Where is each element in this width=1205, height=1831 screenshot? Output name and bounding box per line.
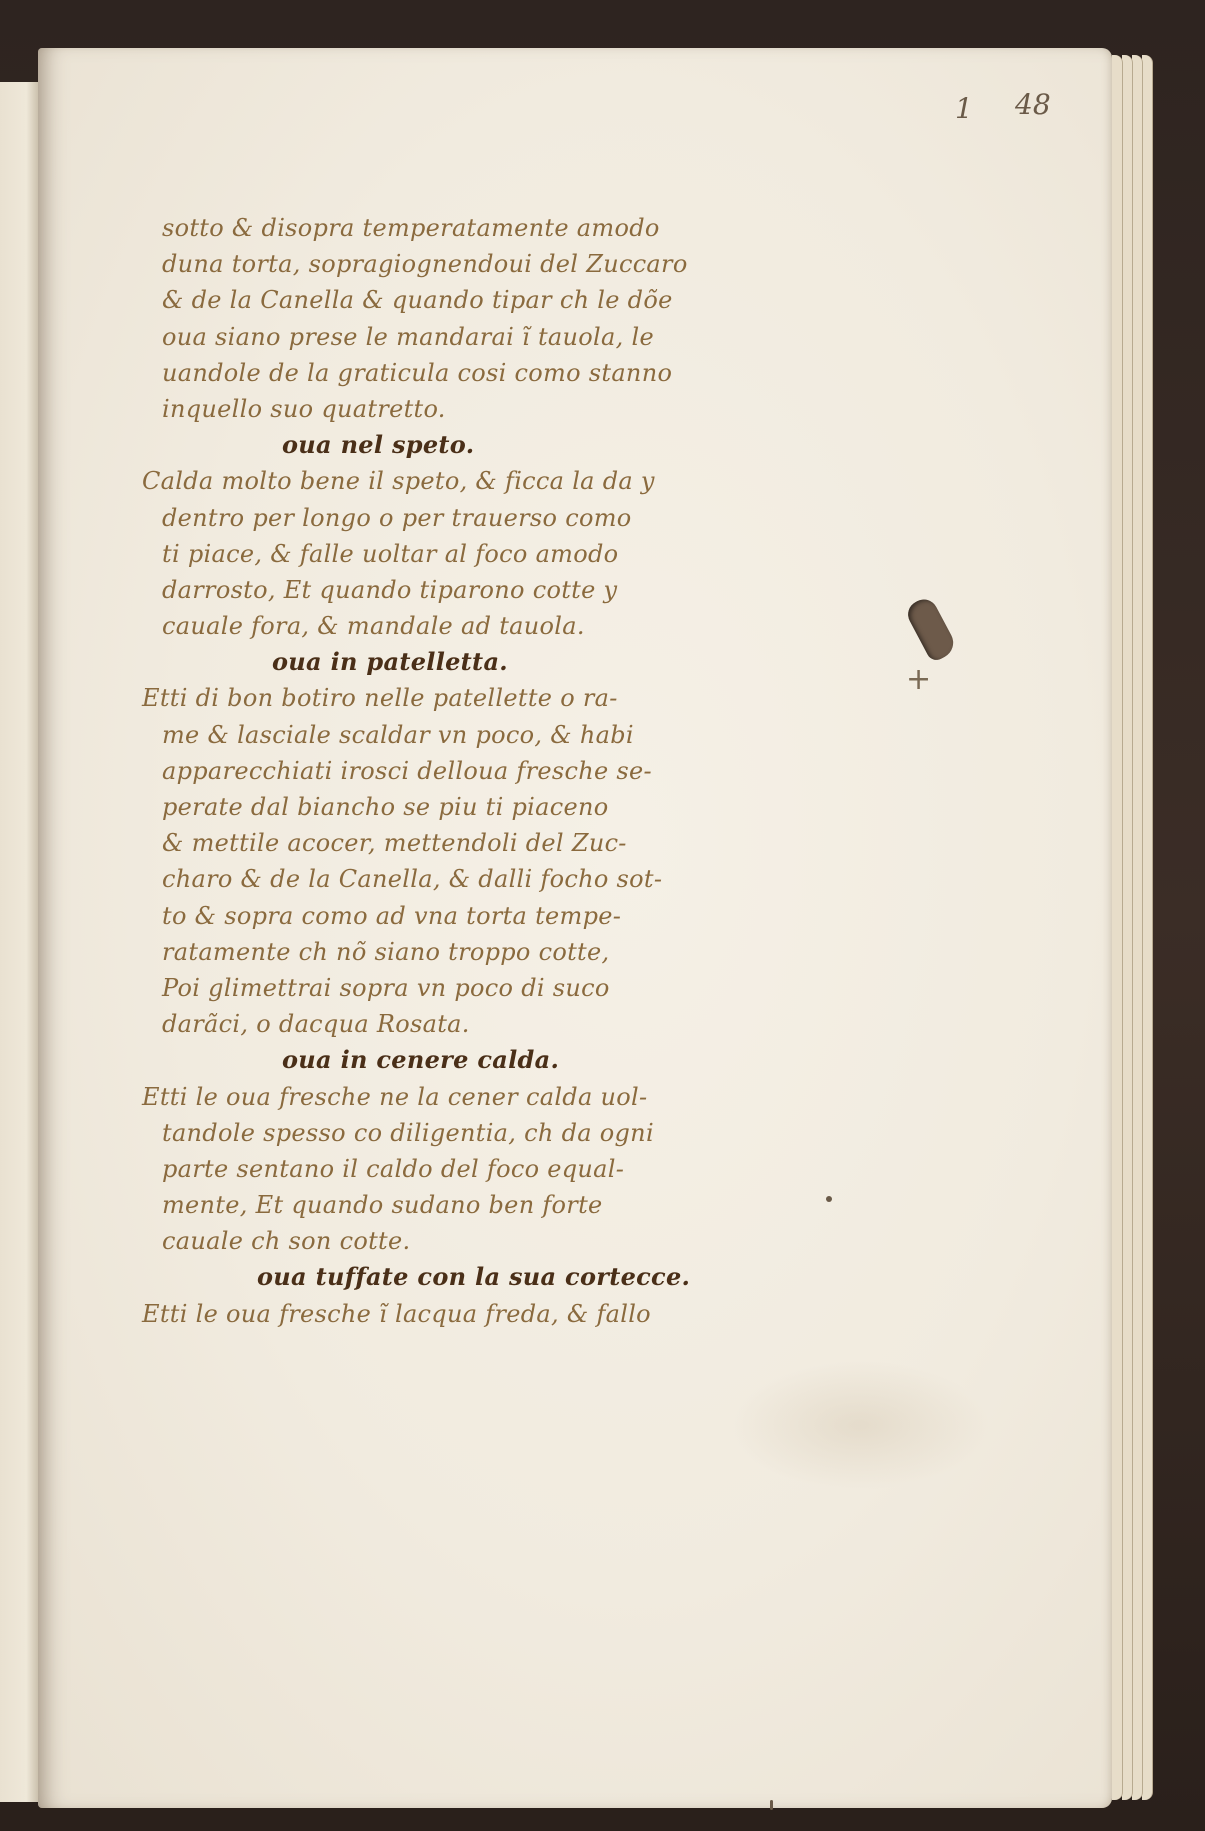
- text-line: Poi glimettrai sopra vn poco di suco: [162, 973, 610, 1002]
- recipe-heading: oua nel speto.: [282, 430, 475, 460]
- folio-number: 48: [1015, 88, 1051, 121]
- ink-speck: [826, 1196, 832, 1202]
- text-line: ratamente ch nõ siano troppo cotte,: [162, 937, 610, 966]
- ink-speck: [770, 1800, 773, 1810]
- text-line: inquello suo quatretto.: [162, 394, 446, 423]
- text-line: & mettile acocer, mettendoli del Zuc-: [162, 829, 627, 858]
- text-line: & de la Canella & quando tipar ch le dõe: [162, 286, 673, 315]
- text-line: dentro per longo o per trauerso como: [162, 503, 632, 532]
- text-line: tandole spesso co diligentia, ch da ogni: [162, 1118, 654, 1147]
- recipe-first-line: Etti le oua fresche ĩ lacqua freda, & fallo: [142, 1299, 651, 1328]
- page-stain: [730, 1360, 990, 1490]
- text-line: uandole de la graticula cosi como stanno: [162, 358, 673, 387]
- text-line: duna torta, sopragiognendoui del Zuccaro: [162, 250, 688, 279]
- margin-cross: +: [906, 662, 932, 697]
- text-line: cauale fora, & mandale ad tauola.: [162, 612, 585, 641]
- text-line: oua siano prese le mandarai ĩ tauola, le: [162, 322, 654, 351]
- text-line: parte sentano il caldo del foco equal-: [162, 1154, 625, 1183]
- recipe-first-line: Calda molto bene il speto, & ficca la da y: [142, 467, 655, 496]
- text-line: mente, Et quando sudano ben forte: [162, 1191, 603, 1220]
- text-line: perate dal biancho se piu ti piaceno: [162, 793, 609, 821]
- text-line: cauale ch son cotte.: [162, 1227, 411, 1256]
- text-line: sotto & disopra temperatamente amodo: [162, 214, 660, 242]
- recipe-first-line: Etti le oua fresche ne la cener calda uol-: [142, 1082, 648, 1111]
- recipe-heading: oua in cenere calda.: [282, 1045, 560, 1075]
- text-line: apparecchiati irosci delloua fresche se-: [162, 756, 652, 785]
- text-line: ti piace, & falle uoltar al foco amodo: [162, 539, 619, 568]
- text-line: to & sopra como ad vna torta tempe-: [162, 901, 622, 930]
- text-line: darrosto, Et quando tiparono cotte y: [162, 575, 618, 604]
- text-line: me & lasciale scaldar vn poco, & habi: [162, 720, 634, 749]
- folio-mark: 1: [955, 92, 973, 125]
- recipe-first-line: Etti di bon botiro nelle patellette o ra-: [142, 684, 618, 713]
- recipe-heading: oua in patelletta.: [272, 647, 508, 677]
- recipe-heading: oua tuffate con la sua cortecce.: [257, 1262, 691, 1292]
- text-line: charo & de la Canella, & dalli focho sot-: [162, 865, 663, 894]
- manuscript-text: [142, 210, 802, 1332]
- text-line: darãci, o dacqua Rosata.: [162, 1010, 470, 1039]
